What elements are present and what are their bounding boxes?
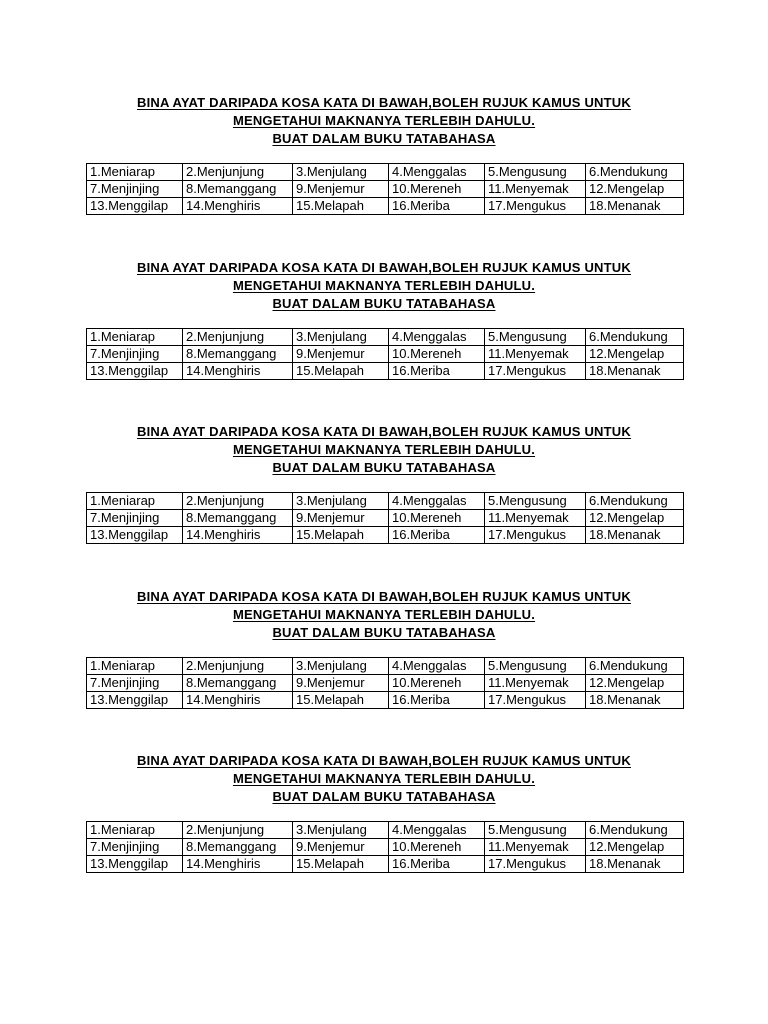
word-cell: 15.Melapah	[293, 198, 389, 215]
word-cell: 17.Mengukus	[485, 527, 586, 544]
word-cell: 7.Menjinjing	[87, 346, 183, 363]
word-cell: 14.Menghiris	[183, 198, 293, 215]
word-cell: 1.Meniarap	[87, 822, 183, 839]
word-cell: 18.Menanak	[586, 198, 684, 215]
heading-line-3: BUAT DALAM BUKU TATABAHASA	[272, 789, 496, 804]
word-cell: 10.Mereneh	[389, 675, 485, 692]
table-row	[87, 329, 684, 346]
word-table	[86, 328, 684, 380]
word-table	[86, 657, 684, 709]
word-cell: 1.Meniarap	[87, 658, 183, 675]
word-cell: 9.Menjemur	[293, 181, 389, 198]
word-cell: 2.Menjunjung	[183, 164, 293, 181]
table-row	[87, 346, 684, 363]
word-cell: 6.Mendukung	[586, 658, 684, 675]
word-cell: 10.Mereneh	[389, 839, 485, 856]
exercise-block	[0, 752, 768, 871]
word-cell: 7.Menjinjing	[87, 839, 183, 856]
table-row	[87, 839, 684, 856]
word-cell: 11.Menyemak	[485, 510, 586, 527]
word-cell: 14.Menghiris	[183, 363, 293, 380]
table-row	[87, 510, 684, 527]
table-row	[87, 198, 684, 215]
instruction-heading	[0, 588, 768, 642]
word-cell: 3.Menjulang	[293, 822, 389, 839]
word-cell: 15.Melapah	[293, 363, 389, 380]
word-cell: 10.Mereneh	[389, 181, 485, 198]
word-table	[86, 492, 684, 544]
exercise-block	[0, 423, 768, 542]
table-row	[87, 658, 684, 675]
heading-line-1: BINA AYAT DARIPADA KOSA KATA DI BAWAH,BOLEH RUJUK KAMUS UNTUK	[137, 95, 631, 110]
instruction-heading	[0, 259, 768, 313]
word-table	[86, 163, 684, 215]
word-cell: 15.Melapah	[293, 527, 389, 544]
word-cell: 5.Mengusung	[485, 164, 586, 181]
table-row	[87, 822, 684, 839]
heading-line-1: BINA AYAT DARIPADA KOSA KATA DI BAWAH,BOLEH RUJUK KAMUS UNTUK	[137, 753, 631, 768]
exercise-block	[0, 94, 768, 213]
table-row	[87, 675, 684, 692]
word-cell: 18.Menanak	[586, 856, 684, 873]
word-cell: 9.Menjemur	[293, 346, 389, 363]
word-cell: 14.Menghiris	[183, 856, 293, 873]
table-row	[87, 181, 684, 198]
word-cell: 1.Meniarap	[87, 329, 183, 346]
word-cell: 8.Memanggang	[183, 510, 293, 527]
heading-line-1: BINA AYAT DARIPADA KOSA KATA DI BAWAH,BOLEH RUJUK KAMUS UNTUK	[137, 424, 631, 439]
word-cell: 15.Melapah	[293, 856, 389, 873]
word-cell: 8.Memanggang	[183, 675, 293, 692]
word-cell: 18.Menanak	[586, 527, 684, 544]
word-cell: 12.Mengelap	[586, 346, 684, 363]
exercise-block	[0, 259, 768, 378]
word-cell: 14.Menghiris	[183, 527, 293, 544]
instruction-heading	[0, 423, 768, 477]
word-cell: 12.Mengelap	[586, 675, 684, 692]
word-cell: 14.Menghiris	[183, 692, 293, 709]
table-row	[87, 856, 684, 873]
word-cell: 7.Menjinjing	[87, 510, 183, 527]
heading-line-3: BUAT DALAM BUKU TATABAHASA	[272, 296, 496, 311]
word-cell: 16.Meriba	[389, 363, 485, 380]
word-cell: 13.Menggilap	[87, 856, 183, 873]
word-cell: 16.Meriba	[389, 198, 485, 215]
heading-line-3: BUAT DALAM BUKU TATABAHASA	[272, 460, 496, 475]
heading-line-2: MENGETAHUI MAKNANYA TERLEBIH DAHULU.	[232, 278, 536, 293]
word-cell: 7.Menjinjing	[87, 675, 183, 692]
word-cell: 17.Mengukus	[485, 856, 586, 873]
heading-line-2: MENGETAHUI MAKNANYA TERLEBIH DAHULU.	[232, 442, 536, 457]
word-cell: 4.Menggalas	[389, 658, 485, 675]
word-cell: 10.Mereneh	[389, 346, 485, 363]
word-cell: 9.Menjemur	[293, 675, 389, 692]
word-cell: 6.Mendukung	[586, 164, 684, 181]
word-cell: 11.Menyemak	[485, 839, 586, 856]
word-cell: 12.Mengelap	[586, 510, 684, 527]
heading-line-1: BINA AYAT DARIPADA KOSA KATA DI BAWAH,BOLEH RUJUK KAMUS UNTUK	[137, 589, 631, 604]
word-cell: 8.Memanggang	[183, 839, 293, 856]
word-cell: 13.Menggilap	[87, 527, 183, 544]
word-cell: 11.Menyemak	[485, 346, 586, 363]
heading-line-3: BUAT DALAM BUKU TATABAHASA	[272, 625, 496, 640]
word-cell: 4.Menggalas	[389, 329, 485, 346]
instruction-heading	[0, 94, 768, 148]
word-cell: 17.Mengukus	[485, 363, 586, 380]
word-cell: 5.Mengusung	[485, 329, 586, 346]
word-cell: 2.Menjunjung	[183, 493, 293, 510]
word-cell: 2.Menjunjung	[183, 658, 293, 675]
heading-line-2: MENGETAHUI MAKNANYA TERLEBIH DAHULU.	[232, 771, 536, 786]
word-cell: 13.Menggilap	[87, 692, 183, 709]
word-cell: 18.Menanak	[586, 363, 684, 380]
heading-line-2: MENGETAHUI MAKNANYA TERLEBIH DAHULU.	[232, 113, 536, 128]
word-cell: 2.Menjunjung	[183, 329, 293, 346]
heading-line-1: BINA AYAT DARIPADA KOSA KATA DI BAWAH,BOLEH RUJUK KAMUS UNTUK	[137, 260, 631, 275]
word-cell: 15.Melapah	[293, 692, 389, 709]
table-row	[87, 527, 684, 544]
word-cell: 8.Memanggang	[183, 346, 293, 363]
word-cell: 6.Mendukung	[586, 493, 684, 510]
word-cell: 6.Mendukung	[586, 329, 684, 346]
word-cell: 8.Memanggang	[183, 181, 293, 198]
word-cell: 17.Mengukus	[485, 198, 586, 215]
heading-line-3: BUAT DALAM BUKU TATABAHASA	[272, 131, 496, 146]
word-cell: 2.Menjunjung	[183, 822, 293, 839]
word-cell: 16.Meriba	[389, 856, 485, 873]
word-cell: 5.Mengusung	[485, 658, 586, 675]
word-cell: 16.Meriba	[389, 692, 485, 709]
word-cell: 10.Mereneh	[389, 510, 485, 527]
word-cell: 12.Mengelap	[586, 839, 684, 856]
word-cell: 3.Menjulang	[293, 493, 389, 510]
table-row	[87, 692, 684, 709]
word-cell: 13.Menggilap	[87, 198, 183, 215]
word-cell: 9.Menjemur	[293, 510, 389, 527]
word-cell: 11.Menyemak	[485, 675, 586, 692]
word-cell: 4.Menggalas	[389, 493, 485, 510]
word-cell: 11.Menyemak	[485, 181, 586, 198]
word-cell: 18.Menanak	[586, 692, 684, 709]
word-cell: 17.Mengukus	[485, 692, 586, 709]
table-row	[87, 363, 684, 380]
word-cell: 3.Menjulang	[293, 329, 389, 346]
word-cell: 1.Meniarap	[87, 164, 183, 181]
word-cell: 6.Mendukung	[586, 822, 684, 839]
heading-line-2: MENGETAHUI MAKNANYA TERLEBIH DAHULU.	[232, 607, 536, 622]
instruction-heading	[0, 752, 768, 806]
word-cell: 4.Menggalas	[389, 164, 485, 181]
table-row	[87, 164, 684, 181]
word-cell: 12.Mengelap	[586, 181, 684, 198]
word-cell: 4.Menggalas	[389, 822, 485, 839]
word-cell: 5.Mengusung	[485, 822, 586, 839]
word-cell: 1.Meniarap	[87, 493, 183, 510]
word-cell: 5.Mengusung	[485, 493, 586, 510]
word-table	[86, 821, 684, 873]
word-cell: 3.Menjulang	[293, 658, 389, 675]
word-cell: 3.Menjulang	[293, 164, 389, 181]
word-cell: 9.Menjemur	[293, 839, 389, 856]
exercise-block	[0, 588, 768, 707]
word-cell: 16.Meriba	[389, 527, 485, 544]
word-cell: 7.Menjinjing	[87, 181, 183, 198]
word-cell: 13.Menggilap	[87, 363, 183, 380]
table-row	[87, 493, 684, 510]
